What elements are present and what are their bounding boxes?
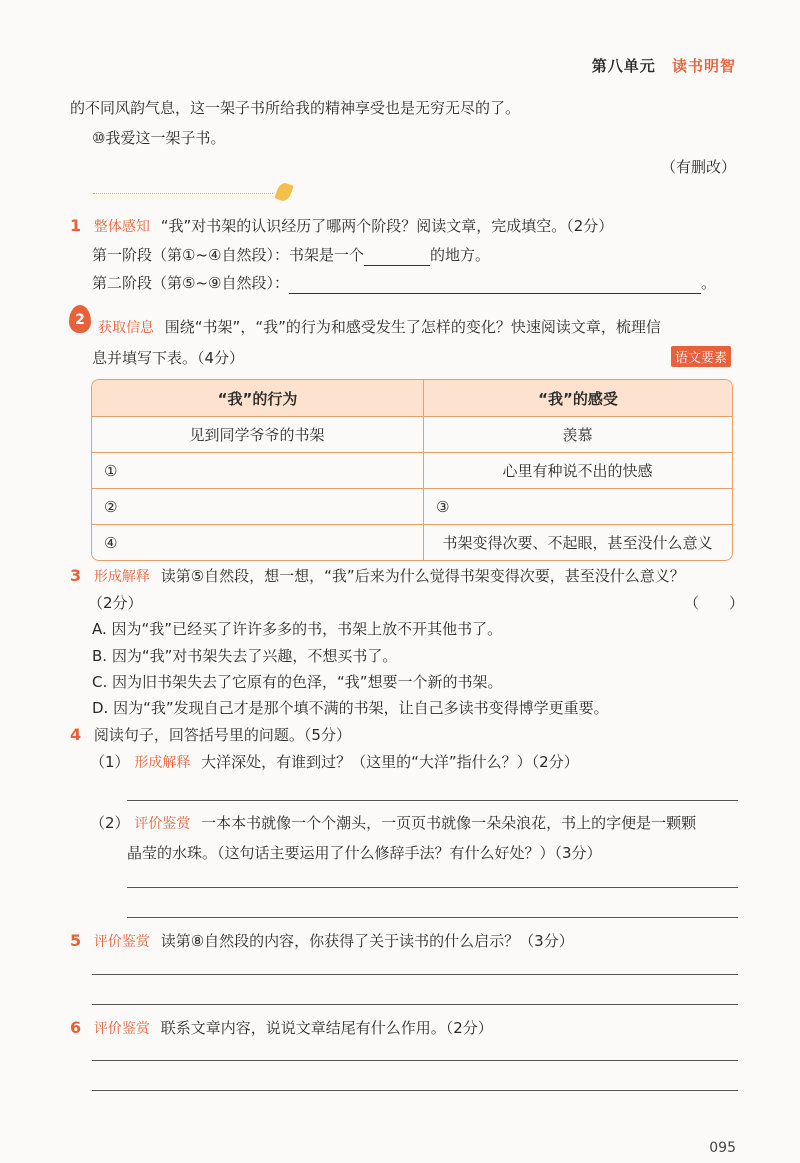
question-2-line-1 [98, 316, 661, 339]
stage-1-blank[interactable] [364, 247, 430, 266]
stage-1-suffix: 的地方。 [429, 246, 490, 264]
question-2-text-2: 息并填写下表。（4分） [92, 349, 245, 367]
passage-line-1: 的不同风韵气息，这一架子书所给我的精神享受也是无穷无尽的了。 [70, 99, 521, 117]
table-header-feeling: “我”的感受 [424, 380, 732, 417]
option-b: B. 因为“我”对书架失去了兴趣，不想买书了。 [92, 647, 398, 665]
question-3-line-1 [70, 565, 685, 588]
question-6-text: 联系文章内容，说说文章结尾有什么作用。（2分） [160, 1019, 493, 1037]
question-4 [70, 724, 351, 746]
sub-2-text-2: 晶莹的水珠。（这句话主要运用了什么修辞手法？有什么好处？）（3分） [127, 844, 602, 862]
page-number: 095 [709, 1140, 736, 1156]
sub-2-tag: 评价鉴赏 [134, 816, 191, 832]
passage-line-2: ⑩我爱这一架子书。 [92, 129, 226, 147]
unit-label: 第八单元 [591, 57, 656, 75]
question-3-tag: 形成解释 [93, 569, 150, 585]
sub-1-number: （1） [90, 753, 130, 771]
passage-note: （有删改） [660, 158, 736, 176]
table-cell[interactable]: ① [92, 452, 424, 488]
question-2-text-1: 围绕“书架”，“我”的行为和感受发生了怎样的变化？快速阅读文章，梳理信 [164, 318, 661, 336]
question-1-stage-2 [92, 272, 716, 294]
question-4-number: 4 [70, 725, 82, 744]
stage-2-suffix: 。 [700, 274, 716, 292]
sub-2-text-1: 一本本书就像一个个潮头，一页页书就像一朵朵浪花，书上的字便是一颗颗 [201, 814, 697, 832]
question-3-text-2: （2分） [88, 594, 143, 612]
table-row [92, 524, 732, 560]
table-cell[interactable]: ④ [92, 524, 424, 560]
answer-line[interactable] [92, 1090, 738, 1091]
table-cell: 心里有种说不出的快感 [424, 452, 732, 488]
answer-line[interactable] [127, 887, 738, 888]
table-row [92, 417, 732, 452]
table-cell[interactable]: ② [92, 488, 424, 524]
option-a: A. 因为“我”已经买了许许多多的书，书架上放不开其他书了。 [92, 620, 503, 638]
topic-label: 读书明智 [671, 57, 736, 75]
question-1-stage-1 [92, 244, 490, 266]
option-d: D. 因为“我”发现自己才是那个填不满的书架，让自己多读书变得博学更重要。 [92, 699, 609, 717]
option-c: C. 因为旧书架失去了它原有的色泽，“我”想要一个新的书架。 [92, 673, 503, 691]
question-4-text: 阅读句子，回答括号里的问题。（5分） [93, 726, 351, 744]
table-cell: 书架变得次要、不起眼，甚至没什么意义 [424, 524, 732, 560]
question-5-number: 5 [70, 931, 82, 950]
question-3-text-1: 读第⑤自然段，想一想，“我”后来为什么觉得书架变得次要，甚至没什么意义？ [160, 567, 685, 585]
answer-line[interactable] [127, 917, 738, 918]
answer-line[interactable] [92, 1060, 738, 1061]
stage-2-blank[interactable] [289, 275, 701, 294]
answer-line[interactable] [92, 974, 738, 975]
stage-2-prefix: 第二阶段（第⑤~⑨自然段）： [92, 274, 289, 292]
question-2-tag: 获取信息 [98, 320, 154, 336]
answer-line[interactable] [127, 800, 738, 801]
question-5-text: 读第⑧自然段的内容，你获得了关于读书的什么启示？（3分） [160, 932, 574, 950]
leaf-icon [274, 181, 293, 203]
answer-paren[interactable]: （ ） [684, 594, 745, 612]
table-row [92, 452, 732, 488]
behavior-feeling-table [91, 379, 733, 561]
question-1-text: “我”对书架的认识经历了哪两个阶段？阅读文章，完成填空。（2分） [160, 217, 614, 235]
sub-1-tag: 形成解释 [134, 755, 191, 771]
table-header-behavior: “我”的行为 [92, 380, 424, 417]
table-cell: 见到同学爷爷的书架 [92, 417, 424, 452]
stage-1-prefix: 第一阶段（第①~④自然段）：书架是一个 [92, 246, 364, 264]
question-1-tag: 整体感知 [93, 219, 150, 235]
answer-line[interactable] [92, 1004, 738, 1005]
question-5 [70, 930, 574, 953]
question-1 [70, 215, 613, 238]
flame-icon: 2 [69, 305, 91, 333]
sub-2-number: （2） [90, 814, 130, 832]
question-1-number: 1 [70, 216, 82, 235]
table-cell: 羡慕 [562, 426, 593, 444]
literacy-badge: 语文要素 [671, 346, 731, 367]
sub-1-text: 大洋深处，有谁到过？（这里的“大洋”指什么？）（2分） [201, 753, 579, 771]
section-divider [93, 193, 273, 194]
question-3-number: 3 [70, 566, 82, 585]
table-row [92, 488, 732, 524]
question-6-tag: 评价鉴赏 [93, 1021, 150, 1037]
page-header [592, 55, 736, 76]
question-4-sub-1 [90, 751, 579, 774]
question-6 [70, 1017, 493, 1040]
question-5-tag: 评价鉴赏 [93, 934, 150, 950]
question-4-sub-2 [90, 812, 696, 835]
table-cell[interactable]: ③ [424, 488, 732, 524]
question-6-number: 6 [70, 1018, 82, 1037]
